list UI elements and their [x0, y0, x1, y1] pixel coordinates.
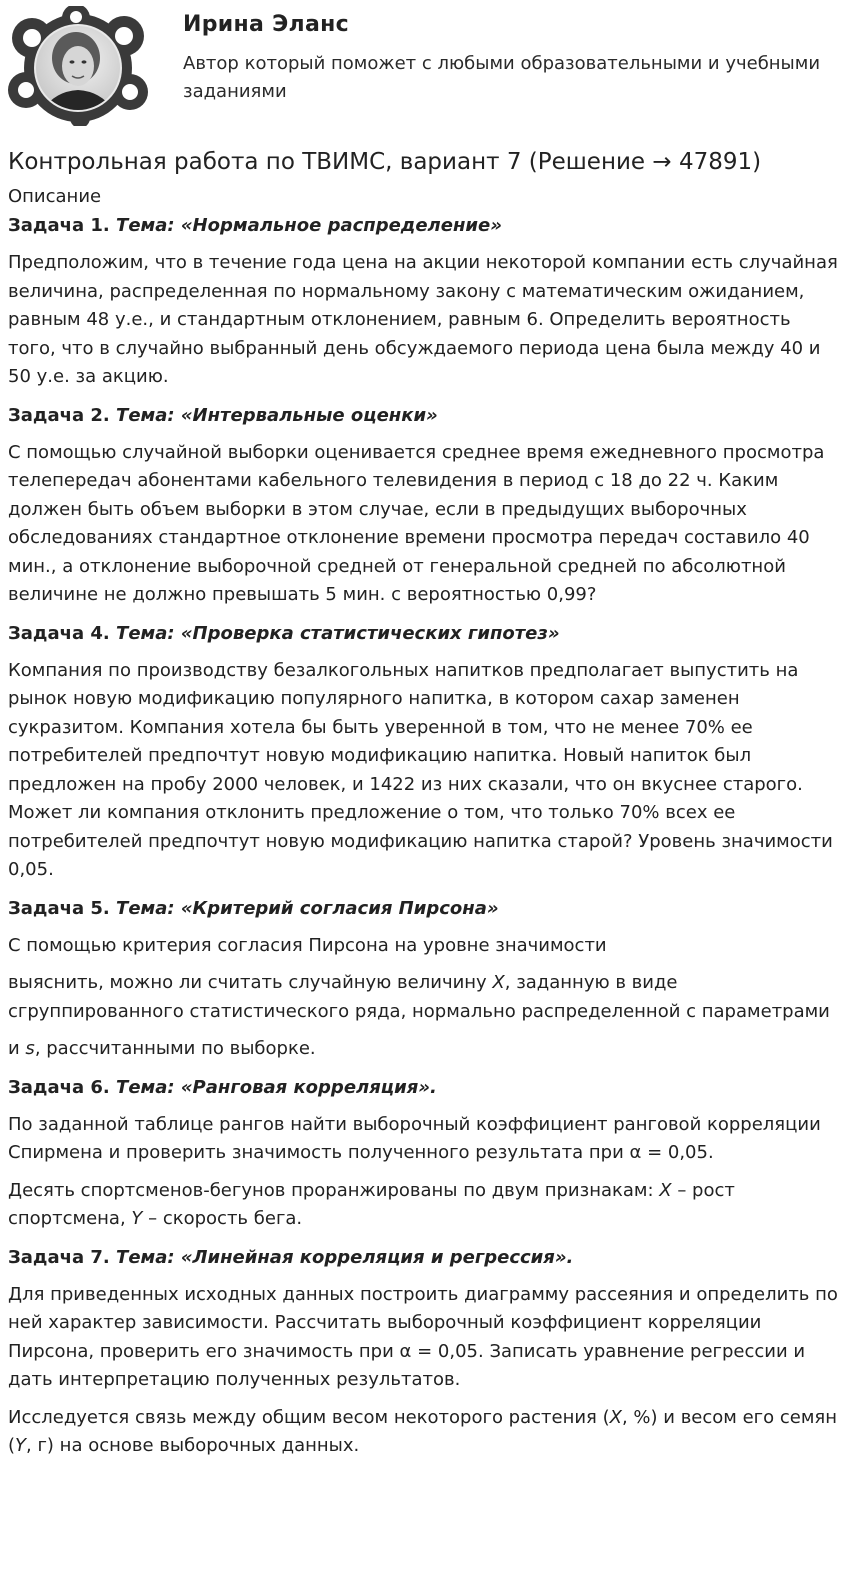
task-1-text: Предположим, что в течение года цена на акции некоторой компании есть случайная величина, распределенная по нормальному закону с математическим ожиданием, равным 48 у.е., и стандартным отклонением, равным 6. Определить вероятность того, что в случайно выбранный день обсуждаемого периода цена была между 40 и 50 у.е. за акцию.: [8, 252, 838, 387]
text-span: , заданную в виде сгруппированного статистического ряда, нормально распределенной с параметрами: [8, 972, 830, 1022]
task-5-paragraph-2: [8, 969, 839, 1026]
task-4-text: Компания по производству безалкогольных напитков предполагает выпустить на рынок новую модификацию популярного напитка, в котором сахар заменен сукразитом. Компания хотела бы быть уверенной в том, что не менее 70% ее потребителей предпочтут новую модификацию напитка. Новый напиток был предложен на пробу 2000 человек, и 1422 из них сказали, что он вкуснее старого. Может ли компания отклонить предложение о том, что только 70% всех ее потребителей предпочтут новую модификацию напитка старой? Уровень значимости 0,05.: [8, 659, 833, 880]
task-label: Задача 7.: [8, 1246, 110, 1268]
task-5-paragraph-3: [8, 1035, 839, 1064]
text-span: Исследуется связь между общим весом некоторого растения (: [8, 1406, 610, 1428]
author-name[interactable]: Ирина Эланс: [183, 12, 349, 37]
text-span: – рост спортсмена,: [8, 1179, 735, 1229]
task-2-text: С помощью случайной выборки оценивается среднее время ежедневного просмотра телепередач абонентами кабельного телевидения в период с 18 до 22 ч. Каким должен быть объем выборки в этом случае, если в предыдущих выборочных обследованиях стандартное отклонение времени просмотра передач составило 40 мин., а отклонение выборочной средней от генеральной средней по абсолютной величине не должно превышать 5 мин. с вероятностью 0,99?: [8, 441, 825, 605]
description-label: Описание: [8, 186, 102, 207]
variable-y: Y: [15, 1435, 27, 1456]
task-4-heading: [8, 619, 839, 648]
text-span: – скорость бега.: [142, 1208, 303, 1229]
task-topic: Тема: «Проверка статистических гипотез»: [116, 622, 560, 644]
task-label: Задача 6.: [8, 1076, 110, 1098]
author-avatar[interactable]: [6, 6, 150, 126]
author-block: [0, 0, 847, 132]
task-topic: Тема: «Ранговая корреляция».: [116, 1076, 437, 1098]
text-span: Десять спортсменов-бегунов проранжированы по двум признакам:: [8, 1179, 660, 1201]
task-2-heading: [8, 401, 839, 430]
author-description: Автор который поможет с любыми образовательными и учебными заданиями: [183, 53, 821, 102]
task-label: Задача 2.: [8, 404, 110, 426]
text-span: выяснить, можно ли считать случайную величину: [8, 972, 493, 993]
page-title: Контрольная работа по ТВИМС, вариант 7 (Решение → 47891): [8, 149, 762, 175]
task-1-heading: [8, 211, 839, 240]
text-span: , рассчитанными по выборке.: [34, 1038, 316, 1059]
variable-x: X: [609, 1406, 622, 1428]
task-topic: Тема: «Критерий согласия Пирсона»: [116, 897, 499, 919]
task-label: Задача 4.: [8, 622, 110, 644]
task-6-paragraph-2: [8, 1177, 839, 1234]
text-span: , %) и весом его семян (: [8, 1406, 837, 1456]
task-6-paragraph-1: По заданной таблице рангов найти выборочный коэффициент ранговой корреляции Спирмена и проверить значимость полученного результата при α = 0,05.: [8, 1113, 821, 1163]
task-5-heading: [8, 894, 839, 923]
task-topic: Тема: «Линейная корреляция и регрессия».: [116, 1246, 574, 1268]
task-5-paragraph-1: С помощью критерия согласия Пирсона на уровне значимости: [8, 934, 607, 956]
task-7-paragraph-2: [8, 1404, 839, 1461]
task-6-heading: [8, 1073, 839, 1102]
task-label: Задача 5.: [8, 897, 110, 919]
variable-x: X: [492, 972, 505, 993]
task-label: Задача 1.: [8, 215, 110, 236]
task-topic: Тема: «Интервальные оценки»: [116, 404, 438, 426]
variable-x: X: [659, 1179, 672, 1201]
variable-y: Y: [131, 1208, 143, 1229]
text-span: и: [8, 1038, 26, 1059]
task-7-heading: [8, 1243, 839, 1272]
task-topic: Тема: «Нормальное распределение»: [116, 215, 502, 236]
variable-s: s: [25, 1038, 35, 1059]
task-7-paragraph-1: Для приведенных исходных данных построить диаграмму рассеяния и определить по ней характер зависимости. Рассчитать выборочный коэффициент корреляции Пирсона, проверить его значимость при α = 0,05. Записать уравнение регрессии и дать интерпретацию полученных результатов.: [8, 1283, 838, 1390]
text-span: , г) на основе выборочных данных.: [26, 1435, 360, 1456]
main-content: [0, 142, 847, 1461]
